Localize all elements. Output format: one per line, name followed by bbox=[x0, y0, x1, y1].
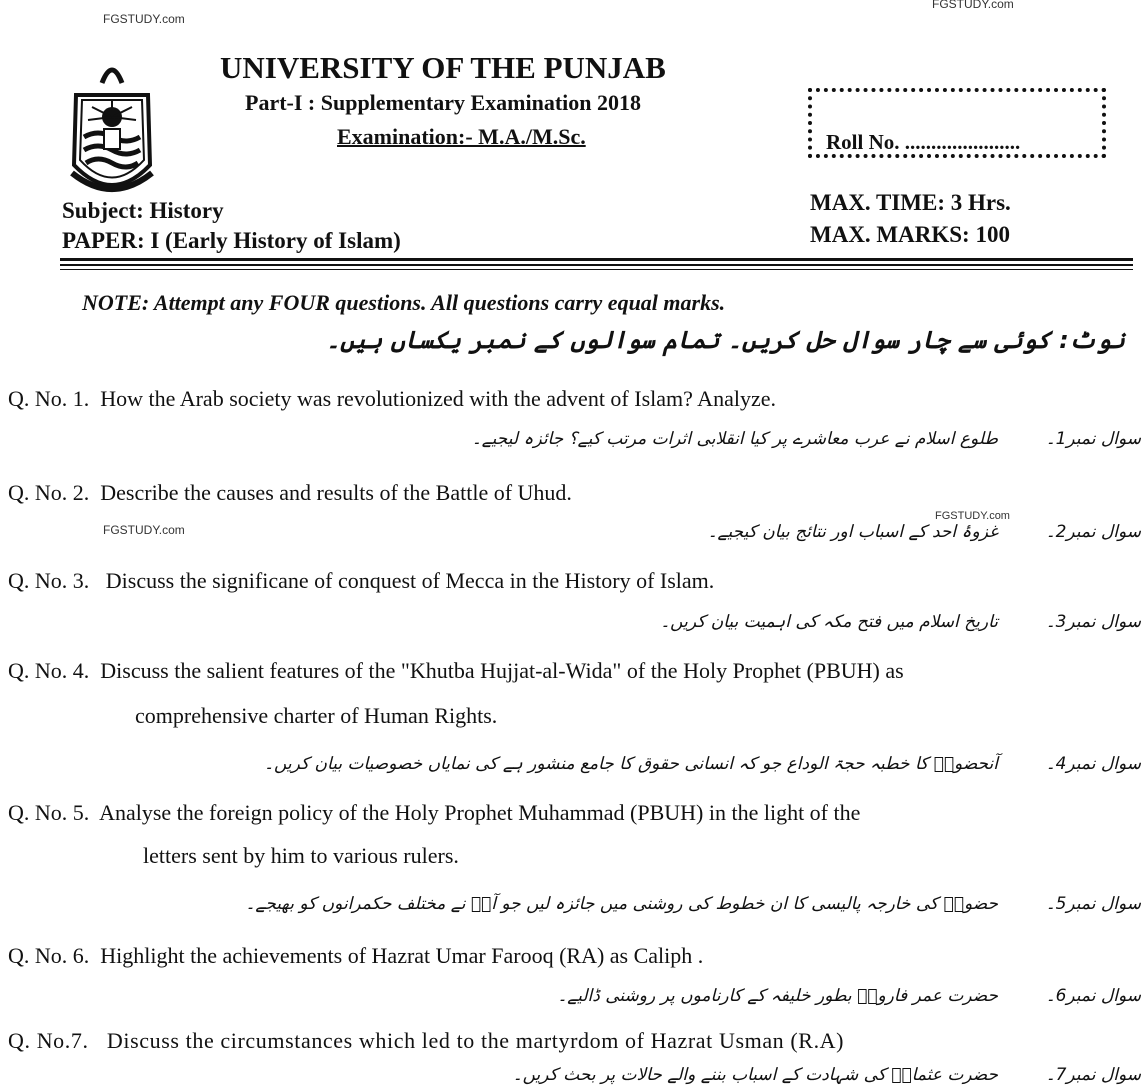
watermark: FGSTUDY.com bbox=[935, 510, 1010, 522]
question-4-urdu-label: سوال نمبر4۔ bbox=[1045, 754, 1141, 774]
max-marks: MAX. MARKS: 100 bbox=[810, 222, 1010, 247]
question-label: Q. No. 4. bbox=[8, 658, 90, 683]
divider bbox=[60, 269, 1133, 270]
question-text: How the Arab society was revolutionized with the advent of Islam? Analyze. bbox=[100, 386, 776, 411]
question-text: Discuss the circumstances which led to the martyrdom of Hazrat Usman (R.A) bbox=[106, 1028, 845, 1053]
question-7 bbox=[8, 1028, 844, 1054]
exam-title: Part-I : Supplementary Examination 2018 bbox=[245, 90, 641, 115]
question-6-urdu: حضرت عمر فاروقؓ بطور خلیفہ کے کارناموں پر روشنی ڈالیے۔ bbox=[557, 986, 998, 1006]
question-3-urdu: تاریخ اسلام میں فتح مکہ کی اہمیت بیان کریں۔ bbox=[660, 612, 998, 632]
question-label: Q. No.7. bbox=[8, 1028, 89, 1053]
divider bbox=[60, 258, 1133, 261]
question-label: Q. No. 6. bbox=[8, 943, 90, 968]
question-6 bbox=[8, 943, 703, 969]
question-1 bbox=[8, 386, 776, 412]
max-time: MAX. TIME: 3 Hrs. bbox=[810, 190, 1011, 215]
question-5-urdu: حضورؐ کی خارجہ پالیسی کا ان خطوط کی روشنی میں جائزہ لیں جو آپؐ نے مختلف حکمرانوں کو بھیجے۔ bbox=[245, 894, 998, 914]
paper: PAPER: I (Early History of Islam) bbox=[62, 228, 401, 253]
question-label: Q. No. 2. bbox=[8, 480, 90, 505]
question-4-line-2: comprehensive charter of Human Rights. bbox=[135, 703, 498, 728]
question-text: Discuss the salient features of the "Khutba Hujjat-al-Wida" of the Holy Prophet (PBUH) as bbox=[100, 658, 904, 683]
question-label: Q. No. 1. bbox=[8, 386, 90, 411]
question-3 bbox=[8, 568, 714, 594]
question-1-urdu: طلوع اسلام نے عرب معاشرے پر کیا انقلابی اثرات مرتب کیے؟ جائزہ لیجیے۔ bbox=[471, 429, 998, 449]
question-7-urdu: حضرت عثمانؓ کی شہادت کے اسباب بننے والے حالات پر بحث کریں۔ bbox=[512, 1065, 998, 1085]
question-text: Highlight the achievements of Hazrat Umar Farooq (RA) as Caliph . bbox=[100, 943, 704, 968]
watermark: FGSTUDY.com bbox=[103, 523, 185, 537]
watermark: FGSTUDY.com bbox=[103, 12, 185, 26]
question-3-urdu-label: سوال نمبر3۔ bbox=[1045, 612, 1141, 632]
note-urdu: نوٹ: کوئی سے چار سوال حل کریں۔ تمام سوالوں کے نمبر یکساں ہیں۔ bbox=[326, 326, 1125, 354]
question-1-urdu-label: سوال نمبر1۔ bbox=[1045, 429, 1141, 449]
question-2 bbox=[8, 480, 572, 506]
question-5 bbox=[8, 800, 860, 826]
note-english: NOTE: Attempt any FOUR questions. All questions carry equal marks. bbox=[82, 290, 726, 315]
question-text: Describe the causes and results of the Battle of Uhud. bbox=[100, 480, 572, 505]
question-4 bbox=[8, 658, 904, 684]
question-7-urdu-label: سوال نمبر7۔ bbox=[1045, 1065, 1141, 1085]
question-text: Discuss the significane of conquest of Mecca in the History of Islam. bbox=[105, 568, 715, 593]
divider bbox=[60, 264, 1133, 266]
roll-number-box bbox=[808, 88, 1106, 158]
roll-number-field: Roll No. ...................... bbox=[826, 130, 1021, 154]
question-4-urdu: آنحضورؐ کا خطبہ حجۃ الوداع جو کہ انسانی حقوق کا جامع منشور ہے کی نمایاں خصوصیات بیان کریں۔ bbox=[264, 754, 998, 774]
university-title: UNIVERSITY OF THE PUNJAB bbox=[220, 50, 666, 85]
question-5-urdu-label: سوال نمبر5۔ bbox=[1045, 894, 1141, 914]
question-2-urdu: غزوۂ احد کے اسباب اور نتائج بیان کیجیے۔ bbox=[707, 522, 998, 542]
question-5-line-2: letters sent by him to various rulers. bbox=[143, 843, 459, 868]
exam-degree: Examination:- M.A./M.Sc. bbox=[337, 124, 586, 149]
question-2-urdu-label: سوال نمبر2۔ bbox=[1045, 522, 1141, 542]
question-6-urdu-label: سوال نمبر6۔ bbox=[1045, 986, 1141, 1006]
question-label: Q. No. 5. bbox=[8, 800, 90, 825]
question-label: Q. No. 3. bbox=[8, 568, 90, 593]
university-crest-logo bbox=[62, 55, 162, 205]
subject: Subject: History bbox=[62, 198, 224, 223]
watermark: FGSTUDY.com bbox=[932, 0, 1014, 11]
question-text: Analyse the foreign policy of the Holy Prophet Muhammad (PBUH) in the light of the bbox=[99, 800, 861, 825]
